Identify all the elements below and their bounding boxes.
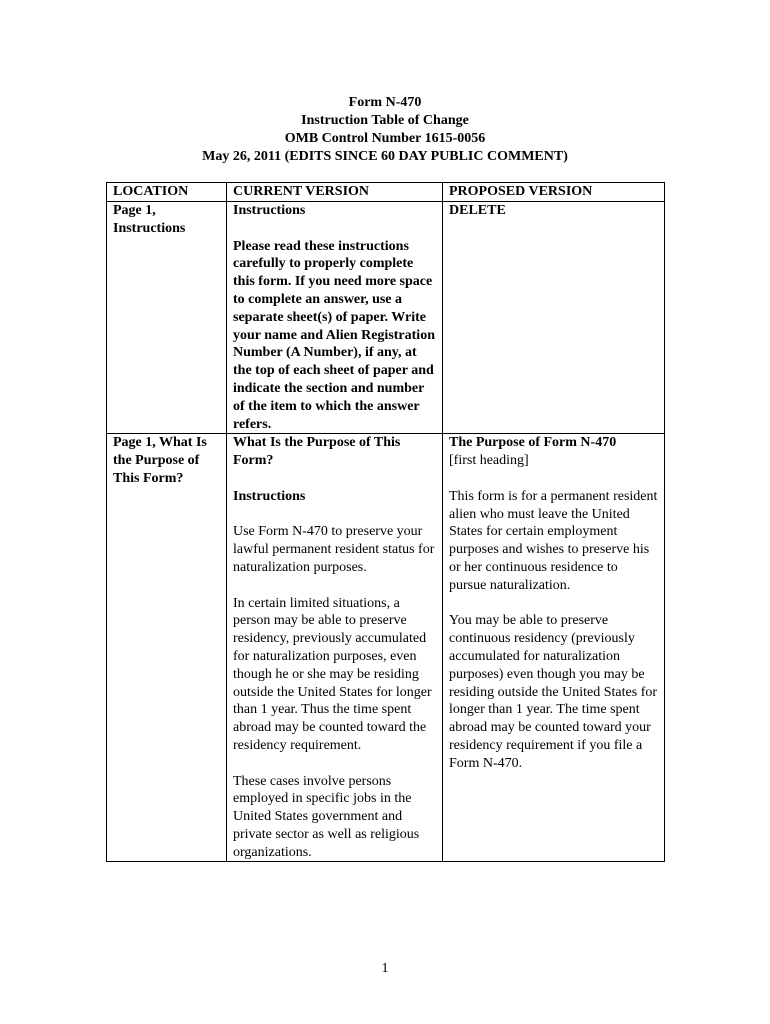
table-row bbox=[107, 434, 665, 862]
location-cell: Page 1, What Is the Purpose of This Form? bbox=[107, 434, 227, 862]
form-number: Form N-470 bbox=[348, 95, 422, 110]
table-row bbox=[107, 202, 665, 434]
location-cell: Page 1, Instructions bbox=[107, 202, 227, 434]
omb-control-number: OMB Control Number 1615-0056 bbox=[284, 131, 486, 146]
current-version-cell bbox=[227, 434, 443, 862]
proposed-version-cell bbox=[443, 434, 665, 862]
document-header bbox=[0, 94, 770, 166]
current-paragraph: Use Form N-470 to preserve your lawful permanent resident status for naturalization purposes. bbox=[233, 524, 435, 575]
column-header-current-version: CURRENT VERSION bbox=[227, 183, 443, 202]
proposed-heading-note: [first heading] bbox=[449, 453, 529, 469]
page-number: 1 bbox=[381, 961, 389, 976]
change-table bbox=[106, 182, 665, 862]
proposed-heading-block bbox=[449, 434, 658, 470]
document-title: Instruction Table of Change bbox=[301, 113, 469, 128]
current-heading: What Is the Purpose of This Form? bbox=[233, 435, 401, 469]
proposed-heading: The Purpose of Form N-470 bbox=[449, 435, 617, 451]
current-paragraph: Please read these instructions carefully to properly complete this form. If you need more space to complete an answer, use a separate sheet(s) of paper. Write your name and Alien Registration Number (A Number), if any, at the top of each sheet of paper and indicate the section and number of the item to which the answer refers. bbox=[233, 238, 435, 432]
current-version-cell bbox=[227, 202, 443, 434]
current-heading: Instructions bbox=[233, 203, 306, 218]
current-paragraph: These cases involve persons employed in specific jobs in the United States government and private sector as well as religious organizations. bbox=[233, 773, 420, 860]
document-date: May 26, 2011 (EDITS SINCE 60 DAY PUBLIC COMMENT) bbox=[202, 149, 568, 164]
proposed-paragraph: You may be able to preserve continuous residency (previously accumulated for naturalization purposes) even though you may be residing outside the United States for longer than 1 year. The time spent abroad may be counted toward your residency requirement if you file a Form N-470. bbox=[449, 613, 658, 771]
table-header-row bbox=[107, 183, 665, 202]
column-header-proposed-version: PROPOSED VERSION bbox=[443, 183, 665, 202]
proposed-paragraph: This form is for a permanent resident alien who must leave the United States for certain employment purposes and wishes to preserve his or her continuous residence to pursue naturalization. bbox=[449, 488, 658, 593]
current-subheading: Instructions bbox=[233, 488, 306, 504]
proposed-text: DELETE bbox=[449, 203, 506, 218]
column-header-location: LOCATION bbox=[107, 183, 227, 202]
current-paragraph: In certain limited situations, a person may be able to preserve residency, previously accumulated for naturalization purposes, even though he or she may be residing outside the United States for longer than 1 year. Thus the time spent abroad may be counted toward the residency requirement. bbox=[233, 595, 432, 753]
proposed-version-cell bbox=[443, 202, 665, 434]
